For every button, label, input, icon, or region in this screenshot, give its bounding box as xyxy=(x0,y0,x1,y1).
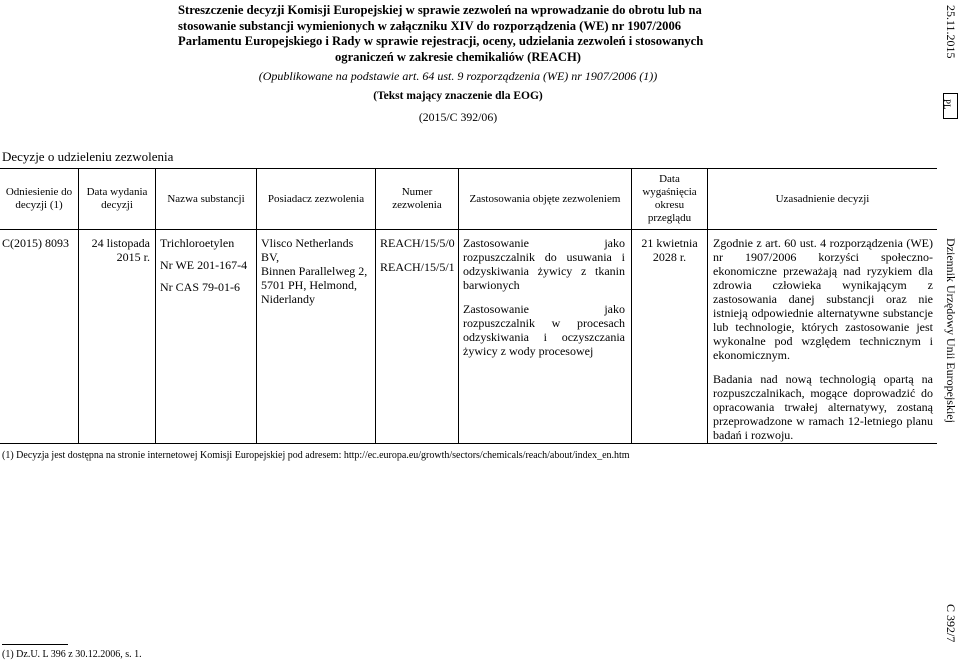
substance-ec-number: Nr WE 201-167-4 xyxy=(160,258,248,272)
header-text: przeglądu xyxy=(647,212,692,224)
authorisation-number: REACH/15/5/0 xyxy=(380,236,455,250)
cell-text: 24 listopada xyxy=(91,236,150,250)
document-reference: (2015/C 392/06) xyxy=(418,110,498,124)
margin-page-number: C 392/7 xyxy=(944,604,958,643)
eea-relevance: (Tekst mający znaczenie dla EOG) xyxy=(373,90,543,102)
footnote-rule xyxy=(2,644,68,645)
header-decision-ref xyxy=(0,169,78,229)
cell-reasoning xyxy=(713,236,933,442)
header-text: decyzji xyxy=(101,199,133,211)
header-decision-date xyxy=(79,169,155,229)
language-code: PL xyxy=(942,99,952,110)
table-header-rule xyxy=(0,229,937,230)
cell-decision-ref: C(2015) 8093 xyxy=(2,236,69,250)
margin-journal-title: Dziennik Urzędowy Unii Europejskiej xyxy=(944,238,958,423)
title-line-2: stosowanie substancji wymienionych w załączniku XIV do rozporządzenia (WE) nr 1907/2006 xyxy=(178,18,682,33)
header-holder: Posiadacz zezwolenia xyxy=(267,192,365,205)
table-footnote: (1) Decyzja jest dostępna na stronie internetowej Komisji Europejskiej pod adresem: http://ec.europa.eu/growth/sectors/chemicals/reach/about/index_en.htm xyxy=(2,450,630,461)
reasoning-text: Zgodnie z art. 60 ust. 4 rozporządzenia (WE) nr 1907/2006 korzyści społeczno-ekonomiczne przeważają nad ryzykiem dla zdrowia człowieka wynikającym z zastosowania danej substancji oraz nie istnieją odpowiednie alternatywne substancje lub technologie, których zastosowanie jest wykonalne pod względem technicznym i ekonomicznym. xyxy=(713,236,933,362)
header-review-date xyxy=(632,169,707,229)
section-title: Decyzje o udzieleniu zezwolenia xyxy=(2,149,174,164)
header-uses: Zastosowania objęte zezwoleniem xyxy=(469,192,621,205)
title-line-4: ograniczeń w zakresie chemikaliów (REACH) xyxy=(334,49,581,64)
header-text: zezwolenia xyxy=(392,199,442,211)
cell-uses xyxy=(463,236,625,358)
header-text: Numer xyxy=(401,186,433,198)
header-text: decyzji (1) xyxy=(15,199,63,211)
publication-note: (Opublikowane na podstawie art. 64 ust. 9 rozporządzenia (WE) nr 1907/2006 (1)) xyxy=(258,69,658,83)
cell-substance xyxy=(160,236,256,294)
title-line-3: Parlamentu Europejskiego i Rady w sprawie rejestracji, oceny, udzielania zezwoleń i stosowanych xyxy=(178,34,704,49)
header-substance: Nazwa substancji xyxy=(167,192,245,205)
cell-holder xyxy=(261,236,374,306)
cell-authorisation-number xyxy=(380,236,458,274)
table-bottom-rule xyxy=(0,443,937,444)
cell-text: 2015 r. xyxy=(116,250,150,264)
header-text: Odniesienie do xyxy=(5,186,73,198)
document-title xyxy=(178,3,738,65)
header-text: Data xyxy=(659,173,680,185)
margin-date: 25.11.2015 xyxy=(944,5,958,59)
title-line-1: Streszczenie decyzji Komisji Europejskiej w sprawie zezwoleń na wprowadzanie do obrotu lub na xyxy=(178,3,702,17)
reasoning-text: Badania nad nową technologią opartą na rozpuszczalnikach, mogące doprowadzić do opracowania trwałej alternatywy, zostaną przeprowadzone w ramach 12-letniego planu badań i rozwoju. xyxy=(713,372,933,442)
holder-line: 5701 PH, Helmond, xyxy=(261,278,357,292)
use-text: Zastosowanie jako rozpuszczalnik w procesach odzyskiwania i oczyszczania żywicy z wody procesowej xyxy=(463,302,625,358)
cell-decision-date xyxy=(84,236,150,264)
cell-text: 2028 r. xyxy=(652,250,687,264)
substance-name: Trichloroetylen xyxy=(160,236,235,250)
holder-line: Niderlandy xyxy=(261,292,315,306)
cell-review-date xyxy=(632,236,707,264)
page-footnote: (1) Dz.U. L 396 z 30.12.2006, s. 1. xyxy=(2,649,142,660)
holder-line: Vlisco Netherlands BV, xyxy=(261,236,354,264)
header-reasoning: Uzasadnienie decyzji xyxy=(775,192,870,205)
header-text: okresu xyxy=(654,199,685,211)
header-text: Data wydania xyxy=(86,186,148,198)
authorisation-number: REACH/15/5/1 xyxy=(380,260,455,274)
substance-cas-number: Nr CAS 79-01-6 xyxy=(160,280,240,294)
header-number xyxy=(376,169,458,229)
use-text: Zastosowanie jako rozpuszczalnik do usuwania i odzyskiwania żywicy z tkanin barwionych xyxy=(463,236,625,292)
header-text: wygaśnięcia xyxy=(642,186,697,198)
language-box xyxy=(943,93,958,119)
cell-text: 21 kwietnia xyxy=(641,236,698,250)
holder-line: Binnen Parallelweg 2, xyxy=(261,264,368,278)
